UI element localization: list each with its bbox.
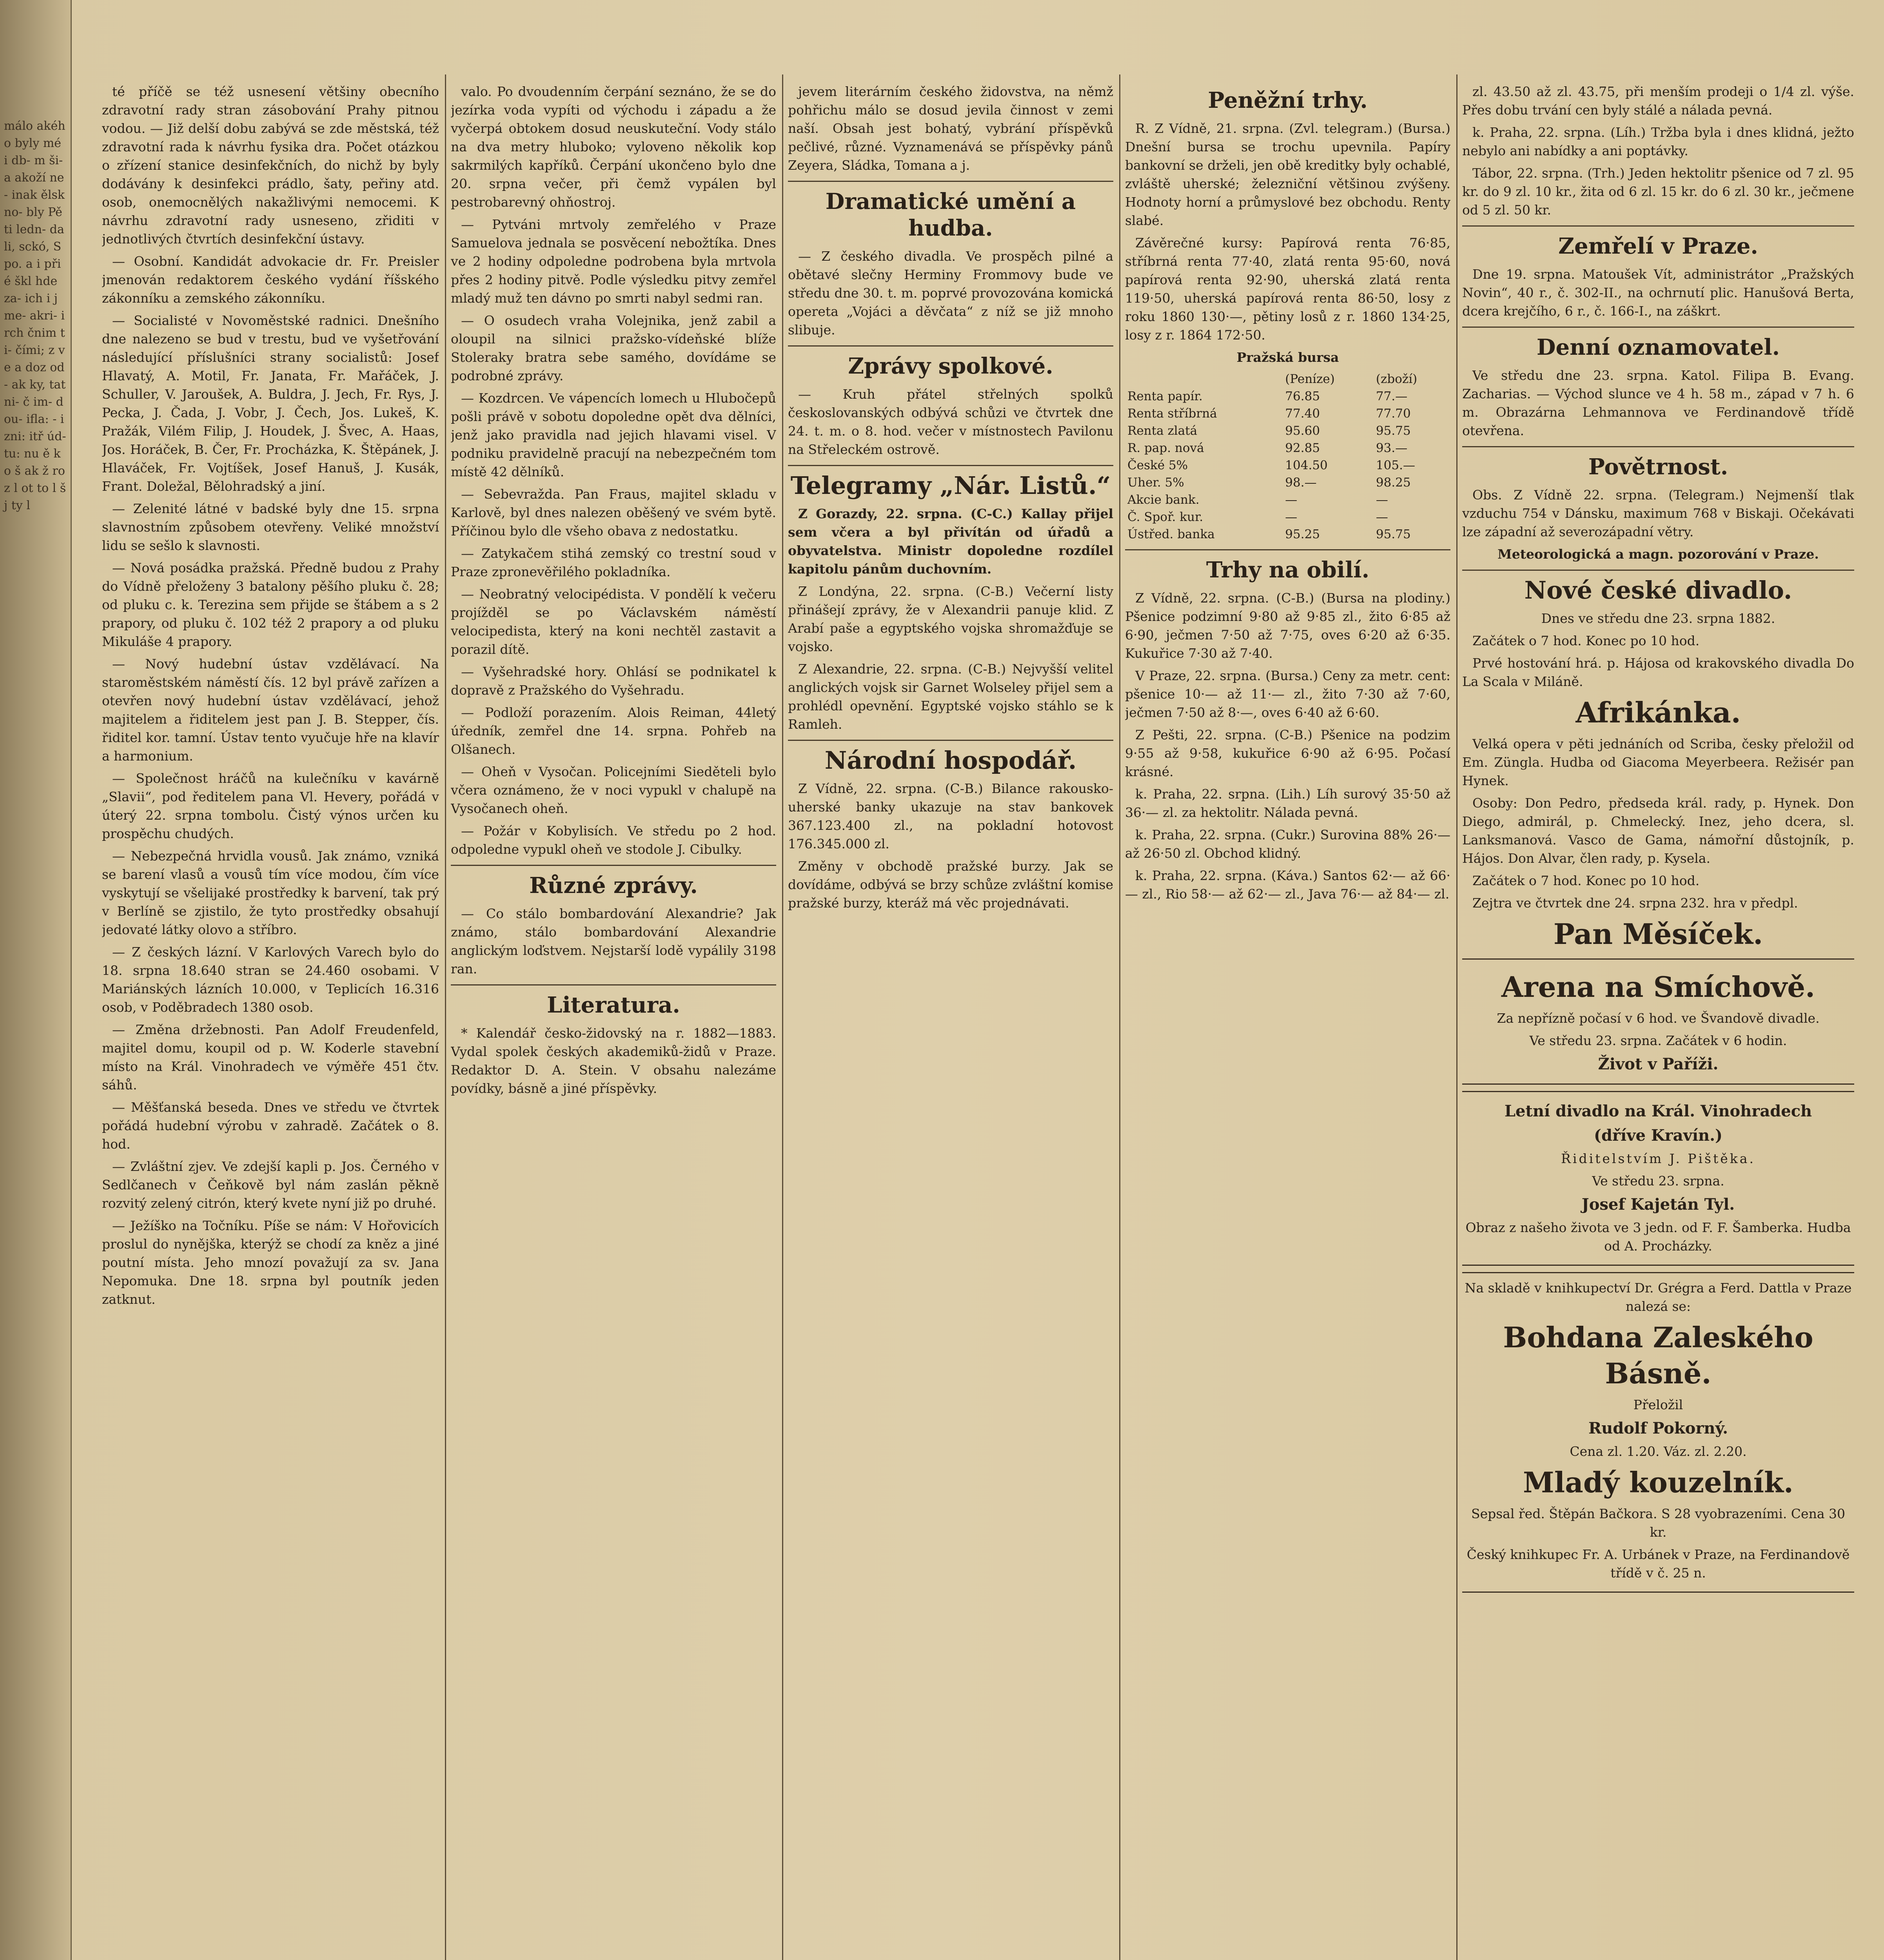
- section-divider: [788, 345, 1113, 347]
- table-row: Renta stříbrná 77.40 77.70: [1127, 407, 1411, 421]
- advertisement-title: Život v Paříži.: [1598, 1055, 1719, 1073]
- article-text: Změny v obchodě pražské burzy. Jak se dovídáme, odbývá se brzy schůze zvláštní komise pražské burzy, kteráž má věc projednávati.: [788, 858, 1113, 911]
- article-text: valo. Po dvoudenním čerpání seznáno, že se do jezírka voda vypíti od východu i západu a že vyčerpá obtokem dosud neuskuteční. Vody stálo na dva metry hluboko; vyloveno několik kop sakrmilých kapříků. Čerpání ukončeno bylo dne 20. srpna večer, při čemž vypálen byl pestrobarevný ohňostroj.: [451, 84, 776, 210]
- column-4: [1125, 82, 1450, 1960]
- article-text: Cena zl. 1.20. Váz. zl. 2.20.: [1570, 1444, 1747, 1459]
- article-text: jevem literárním českého židovstva, na němž pohřichu málo se dosud jevila činnost v zemi naší. Obsah jest bohatý, vybrání příspěvků pečlivé, různé. Vyznamenává se příspěvky pánů Zeyera, Sládka, Tomana a j.: [788, 84, 1113, 173]
- article-text: V Praze, 22. srpna. (Bursa.) Ceny za metr. cent: pšenice 10·— až 11·— zl., žito 7·30 až 7·60, ječmen 7·50 až 8·—, oves 6·40 až 6·60.: [1125, 668, 1450, 720]
- article-text: — Zelenité látné v badské byly dne 15. srpna slavnostním způsobem otevřeny. Veliké množství lidu se sešlo k slavnosti.: [102, 501, 439, 553]
- column-3: [788, 82, 1113, 1960]
- article-text: — Sebevražda. Pan Fraus, majitel skladu v Karlově, byl dnes nalezen oběšený ve svém bytě. Příčinou bylo dle všeho obava z nedostatku.: [451, 486, 776, 539]
- article-text: * Kalendář česko-židovský na r. 1882—1883. Vydal spolek českých akademiků-židů v Praze. Redaktor D. A. Stein. V obsahu nalezáme povídky, básně a jiné příspěvky.: [451, 1025, 776, 1096]
- table-row: České 5% 104.50 105.—: [1127, 458, 1415, 472]
- telegram-text: Z Londýna, 22. srpna. (C-B.) Večerní listy přinášejí zprávy, že v Alexandrii panuje klid. Z Arabí paše a egyptského vojska shromažďuje se vojsko.: [788, 584, 1113, 654]
- article-text: Za nepřízně počasí v 6 hod. ve Švandově divadle.: [1497, 1011, 1820, 1026]
- section-divider: [788, 181, 1113, 182]
- article-text: Dne 19. srpna. Matoušek Vít, administrátor „Pražských Novin“, 40 r., č. 302-II., na ochrnutí plic. Hanušová Berta, dcera krejčího, 6 r., č. 166-I., na záškrt.: [1462, 267, 1854, 319]
- section-divider: [1462, 570, 1854, 571]
- rates-table: [1125, 370, 1450, 543]
- article-text: — Změna držebnosti. Pan Adolf Freudenfeld, majitel domu, koupil od p. W. Koderle stavební místo na Král. Vinohradech ve výměře 451 čtv. sáhů.: [102, 1022, 439, 1093]
- section-divider: [451, 865, 776, 866]
- article-text: k. Praha, 22. srpna. (Cukr.) Surovina 88% 26·— až 26·50 zl. Obchod klidný.: [1125, 827, 1450, 861]
- article-text: Začátek o 7 hod. Konec po 10 hod.: [1472, 633, 1700, 648]
- advertisement-title: Arena na Smíchově.: [1501, 970, 1815, 1004]
- article-text: Tábor, 22. srpna. (Trh.) Jeden hektolitr pšenice od 7 zl. 95 kr. do 9 zl. 10 kr., žita od 6 zl. 15 kr. do 6 zl. 30 kr., ječmene od 5 zl. 50 kr.: [1462, 165, 1854, 218]
- advertisement: [1462, 1091, 1854, 1266]
- article-text: — Nový hudební ústav vzdělávací. Na staroměstském náměstí čís. 12 byl právě zařízen a otevřen nový hudební ústav vzdělávací, jehož majitelem a řiditelem jest pan J. B. Stepper, čís. řiditel kor. tamní. Ústav tento vyučuje hře na klavír a harmonium.: [102, 656, 439, 764]
- meteo-title: Meteorologická a magn. pozorování v Praze.: [1497, 546, 1819, 562]
- advertisement-title: Letní divadlo na Král. Vinohradech: [1504, 1102, 1812, 1120]
- article-text: — Podloží porazením. Alois Reiman, 44letý úředník, zemřel dne 14. srpna. Pohřeb na Olšanech.: [451, 705, 776, 757]
- article-text: — O osudech vraha Volejnika, jenž zabil a oloupil na silnici pražsko-vídeňské blíže Stoleraky bratra sebe samého, dovídáme se podrobné zprávy.: [451, 313, 776, 383]
- table-row: R. pap. nová 92.85 93.—: [1127, 441, 1408, 455]
- theatre-heading: Nové české divadlo.: [1524, 576, 1792, 604]
- telegram-text: Z Alexandrie, 22. srpna. (C-B.) Nejvyšší velitel anglických vojsk sir Garnet Wolseley přijel sem a prohlédl opevnění. Egyptské vojsko stáhlo se k Ramleh.: [788, 661, 1113, 732]
- section-divider: [788, 465, 1113, 466]
- article-text: Obs. Z Vídně 22. srpna. (Telegram.) Nejmenší tlak vzduchu 754 v Dánsku, maximum 768 v Biskaji. Očekávati lze západní až severozápadní větry.: [1462, 487, 1854, 539]
- section-heading: Zprávy spolkové.: [848, 353, 1053, 379]
- section-heading: Různé zprávy.: [529, 873, 698, 898]
- section-heading: Peněžní trhy.: [1208, 87, 1368, 113]
- advertisement-title: Josef Kajetán Tyl.: [1581, 1195, 1735, 1214]
- table-row: Ústřed. banka 95.25 95.75: [1127, 527, 1411, 541]
- article-text: Dnes ve středu dne 23. srpna 1882.: [1541, 611, 1775, 626]
- article-text: — Nebezpečná hrvidla vousů. Jak známo, vzniká se barení vlasů a vousů tím více modou, čím více vyskytují se všelijaké prostředky k barvení, tak prý v Berlíně se zjistilo, že tyto prostředky obsahují jedovaté látky olovo a stříbro.: [102, 848, 439, 937]
- column-1: [102, 82, 439, 1960]
- gutter-text: málo akého byly mé i db- m ši- a akoží ne- inak ělsk no- bly Pěti ledn- dali, sckó, Spo. a i při é škl hde za- ich i jme- akri- irch čnim ti- čími; z ve a doz od- ak ky, tat ni- č im- dou- ifla: - izni: itř úd- tu: nu ě ko š ak ž ro z l ot to l š j ty l: [4, 119, 66, 512]
- advertisement-title: Pan Měsíček.: [1553, 917, 1763, 951]
- article-text: — Oheň v Vysočan. Policejními Sieděteli bylo včera oznámeno, že v noci vypukl v chalupě na Vysočanech oheň.: [451, 764, 776, 816]
- column-rule: [1119, 74, 1120, 1960]
- table-row: Akcie bank. — —: [1127, 493, 1388, 507]
- article-text: — Ježíško na Točníku. Píše se nám: V Hořovicích proslul do nynějška, kterýž se chodí za kněz a jiné poutní místa. Jeho mnozí považují za sv. Jana Nepomuka. Dne 18. srpna byl poutník jeden zatknut.: [102, 1218, 439, 1307]
- section-divider: [1462, 225, 1854, 227]
- section-divider: [1462, 327, 1854, 328]
- article-text: — Z českých lázní. V Karlových Varech bylo do 18. srpna 18.640 stran se 24.460 osobami. V Mariánských lázních 10.000, v Teplicích 16.316 osob, v Poděbradech 1380 osob.: [102, 944, 439, 1015]
- advertisement-title: Bohdana Zaleského Básně.: [1503, 1321, 1813, 1390]
- article-text: — Zvláštní zjev. Ve zdejší kapli p. Jos. Černého v Sedlčanech v Čeňkově byl nám zaslán pěkně rozvitý zelený citrón, který kvete nyní již po druhé.: [102, 1159, 439, 1211]
- article-text: — Socialisté v Novoměstské radnici. Dnešního dne nalezeno se bud v trestu, bud ve vyšetřování následující příslušníci strany socialistů: Josef Hlavatý, A. Motil, Fr. Janata, Fr. Mařáček, J. Schuller, V. Jaroušek, A. Buldra, J. Jech, Fr. Rys, J. Pecka, J. Čada, J. Vobr, J. Čech, Jos. Lukeš, K. Pražák, Vilém Filip, J. Houdek, J. Švec, A. Haas, Jos. Horáček, B. Čer, Fr. Procházka, K. Štěpánek, J. Hlaváček, Fr. Vojtíšek, Josef Hanuš, J. Kusák, Frant. Doležal, Bělohradský a jiní.: [102, 313, 439, 494]
- article-text: Prvé hostování hrá. p. Hájosa od krakovského divadla Do La Scala v Miláně.: [1462, 655, 1854, 689]
- article-text: Přeložil: [1633, 1397, 1683, 1412]
- article-text: Závěrečné kursy: Papírová renta 76·85, stříbrná renta 77·40, zlatá renta 95·60, nová papírová renta 92·90, uherská zlatá renta 119·50, uherská papírová renta 86·50, losy z roku 1860 130·—, pětiny losů z r. 1860 134·25, losy z r. 1864 172·50.: [1125, 235, 1450, 343]
- article-text: — Neobratný velocipédista. V pondělí k večeru projížděl se po Václavském náměstí velocipedista, který na koni nechtěl zastavit a porazil dítě.: [451, 586, 776, 657]
- play-title: Afrikánka.: [1575, 696, 1741, 729]
- article-text: Český knihkupec Fr. A. Urbánek v Praze, na Ferdinandově třídě v č. 25 n.: [1467, 1547, 1850, 1581]
- article-text: Řiditelstvím J. Pištěka.: [1561, 1151, 1755, 1166]
- article-text: — Kozdrcen. Ve vápencích lomech u Hlubočepů pošli právě v sobotu dopoledne opět dva dělníci, jenž jako pravidla nad jejich hlavami visel. V podniku pravidelně pracují na nebezpečném tom místě 42 dělníků.: [451, 390, 776, 479]
- telegram-text: Z Gorazdy, 22. srpna. (C-C.) Kallay přijel sem včera a byl přivítán od úřadů a obyvatelstva. Ministr dopoledne rozdílel kapitolu pánům duchovním.: [788, 506, 1113, 577]
- previous-page-edge: [0, 0, 72, 1960]
- article-text: — Kruh přátel střelných spolků českoslovanských odbývá schůzi ve čtvrtek dne 24. t. m. o 8. hod. večer v místnostech Pavilonu na Střeleckém ostrově.: [788, 387, 1113, 457]
- article-text: Osoby: Don Pedro, předseda král. rady, p. Hynek. Don Diego, admirál, p. Chmelecký. Inez, jeho dcera, sl. Lanksmanová. Vasco de Gama, námořní důstojník, p. Hájos. Don Alvar, člen rady, p. Kysela.: [1462, 795, 1854, 866]
- article-text: té příčě se též usnesení většiny obecního zdravotní rady stran zásobování Prahy pitnou vodou. — Již delší dobu zabývá se zde městská, též zdravotní rada k návrhu fysika dra. Počet otázkou o zřízení stanice desinfekčních, do nichž by byly dodávány k desinfekci prádlo, šaty, peřiny atd. osob, onemocnělých nakažlivými nemocemi. K návrhu zdravotní rady usneseno, zřiditi v jednotlivých čtvrtích desinfekční ústavy.: [102, 84, 439, 247]
- column-2: [451, 82, 776, 1960]
- advertisement-subtitle: (dříve Kravín.): [1594, 1126, 1722, 1145]
- section-heading: Zemřelí v Praze.: [1558, 233, 1758, 259]
- article-text: — Osobní. Kandidát advokacie dr. Fr. Preisler jmenován redaktorem českého vydání říšského zákonníku a zemského zákonníku.: [102, 254, 439, 306]
- article-text: Ve středu 23. srpna.: [1592, 1173, 1724, 1189]
- section-heading: Dramatické umění a hudba.: [825, 189, 1076, 241]
- article-text: — Zatykačem stihá zemský co trestní soud v Praze zpronevěřilého pokladníka.: [451, 546, 776, 579]
- article-text: Sepsal řed. Štěpán Bačkora. S 28 vyobrazeními. Cena 30 kr.: [1471, 1506, 1845, 1540]
- column-rule: [445, 74, 446, 1960]
- section-divider: [1462, 446, 1854, 447]
- article-text: Z Vídně, 22. srpna. (C-B.) (Bursa na plodiny.) Pšenice podzimní 9·80 až 9·85 zl., žito 6·85 až 6·90, ječmen 7·50 až 7·75, oves 6·20 až 6·35. Kukuřice 7·30 až 7·40.: [1125, 590, 1450, 661]
- section-heading: Telegramy „Nár. Listů.“: [790, 471, 1111, 500]
- article-text: k. Praha, 22. srpna. (Káva.) Santos 62·— až 66·— zl., Rio 58·— až 62·— zl., Java 76·— až 84·— zl.: [1125, 868, 1450, 902]
- column-5: [1462, 82, 1854, 1960]
- article-text: — Měšťanská beseda. Dnes ve středu ve čtvrtek pořádá hudební výrobu v zahradě. Začátek o 8. hod.: [102, 1100, 439, 1152]
- section-heading: Povětrnost.: [1588, 454, 1728, 480]
- article-text: zl. 43.50 až zl. 43.75, při menším prodeji o 1/4 zl. výše. Přes dobu trvání cen byly stálé a nálada pevná.: [1462, 84, 1854, 118]
- section-divider: [788, 740, 1113, 741]
- section-heading: Trhy na obilí.: [1206, 557, 1370, 583]
- advertisement: [1462, 958, 1854, 1085]
- article-text: Obraz z našeho života ve 3 jedn. od F. F. Šamberka. Hudba od A. Procházky.: [1465, 1220, 1851, 1254]
- table-header: (zboží): [1376, 372, 1418, 386]
- column-rule: [782, 74, 783, 1960]
- article-text: Velká opera v pěti jednáních od Scriba, česky přeložil od Em. Züngla. Hudba od Giacoma Meyerbeera. Režisér pan Hynek.: [1462, 736, 1854, 788]
- column-rule: [1456, 74, 1457, 1960]
- table-title: Pražská bursa: [1236, 350, 1339, 365]
- article-text: Z Pešti, 22. srpna. (C-B.) Pšenice na podzim 9·55 až 9·58, kukuřice 6·90 až 6·95. Počasí krásné.: [1125, 727, 1450, 779]
- article-text: — Vyšehradské hory. Ohlásí se podnikatel k dopravě z Pražského do Vyšehradu.: [451, 664, 776, 698]
- article-text: R. Z Vídně, 21. srpna. (Zvl. telegram.) (Bursa.) Dnešní bursa se trochu upevnila. Papíry bankovní se drželi, jen obě kreditky byly ochablé, zvláště uherské; železniční většinou zvýšeny. Hodnoty horní a průmyslové bez obchodu. Renty slabé.: [1125, 121, 1450, 228]
- table-row: Renta papír. 76.85 77.—: [1127, 389, 1408, 403]
- section-heading: Národní hospodář.: [824, 746, 1077, 775]
- article-text: Začátek o 7 hod. Konec po 10 hod.: [1472, 873, 1700, 888]
- advertisement-title: Rudolf Pokorný.: [1588, 1419, 1728, 1437]
- article-text: Ve středu 23. srpna. Začátek v 6 hodin.: [1529, 1033, 1787, 1048]
- section-heading: Denní oznamovatel.: [1536, 334, 1780, 360]
- article-text: — Z českého divadla. Ve prospěch pilné a obětavé slečny Herminy Frommovy bude ve středu dne 30. t. m. poprvé provozována komická opereta „Vojáci a děvčata“ z níž se již mnoho slibuje.: [788, 249, 1113, 338]
- advertisement-title: Mladý kouzelník.: [1523, 1466, 1793, 1499]
- advertisement: [1462, 1272, 1854, 1593]
- section-divider: [1125, 549, 1450, 550]
- article-text: — Co stálo bombardování Alexandrie? Jak známo, stálo bombardování Alexandrie anglickým loďstvem. Nejstarší lodě vypálily 3198 ran.: [451, 906, 776, 976]
- article-text: — Požár v Kobylisích. Ve středu po 2 hod. odpoledne vypukl oheň ve stodole J. Cibulky.: [451, 823, 776, 857]
- table-header: (Peníze): [1285, 372, 1335, 386]
- article-text: k. Praha, 22. srpna. (Lih.) Líh surový 35·50 až 36·— zl. za hektolitr. Nálada pevná.: [1125, 786, 1450, 820]
- article-text: k. Praha, 22. srpna. (Líh.) Tržba byla i dnes klidná, ježto nebylo ani nabídky a ani poptávky.: [1462, 125, 1854, 158]
- article-text: — Nová posádka pražská. Předně budou z Prahy do Vídně přeloženy 3 batalony pěšího pluku č. 28; od pluku c. k. Terezina sem přijde se štábem a s 2 prapory, od pluku č. 102 též 2 prapory a od pluku Mikuláše 4 prapory.: [102, 560, 439, 649]
- article-text: Ve středu dne 23. srpna. Katol. Filipa B. Evang. Zacharias. — Východ slunce ve 4 h. 58 m., západ v 7 h. 6 m. Obrazárna Lehmannova ve Ferdinandově třídě otevřena.: [1462, 368, 1854, 438]
- article-text: — Společnost hráčů na kulečníku v kavárně „Slavii“, pod ředitelem pana Vl. Hevery, pořádá v úterý 22. srpna tombolu. Čistý výnos určen ku prospěchu chudých.: [102, 771, 439, 841]
- section-divider: [451, 984, 776, 985]
- article-text: Z Vídně, 22. srpna. (C-B.) Bilance rakousko-uherské banky ukazuje na stav bankovek 367.123.400 zl., na pokladní hotovost 176.345.000 zl.: [788, 781, 1113, 851]
- article-text: — Pytváni mrtvoly zemřelého v Praze Samuelova jednala se posvěcení nebožtíka. Dnes ve 2 hodiny odpoledne podrobena byla mrtvola přes 2 hodiny pitvě. Podle výsledku pitvy zemřel mladý muž ten dávno po smrti nabyl sedmi ran.: [451, 217, 776, 306]
- table-row: Uher. 5% 98.— 98.25: [1127, 475, 1411, 490]
- article-text: Na skladě v knihkupectví Dr. Grégra a Ferd. Dattla v Praze nalezá se:: [1465, 1280, 1852, 1314]
- table-header-row: [1125, 370, 1450, 388]
- section-heading: Literatura.: [547, 992, 680, 1018]
- article-text: Zejtra ve čtvrtek dne 24. srpna 232. hra v předpl.: [1472, 895, 1798, 911]
- table-row: Renta zlatá 95.60 95.75: [1127, 424, 1411, 438]
- table-row: Č. Spoř. kur. — —: [1127, 510, 1388, 524]
